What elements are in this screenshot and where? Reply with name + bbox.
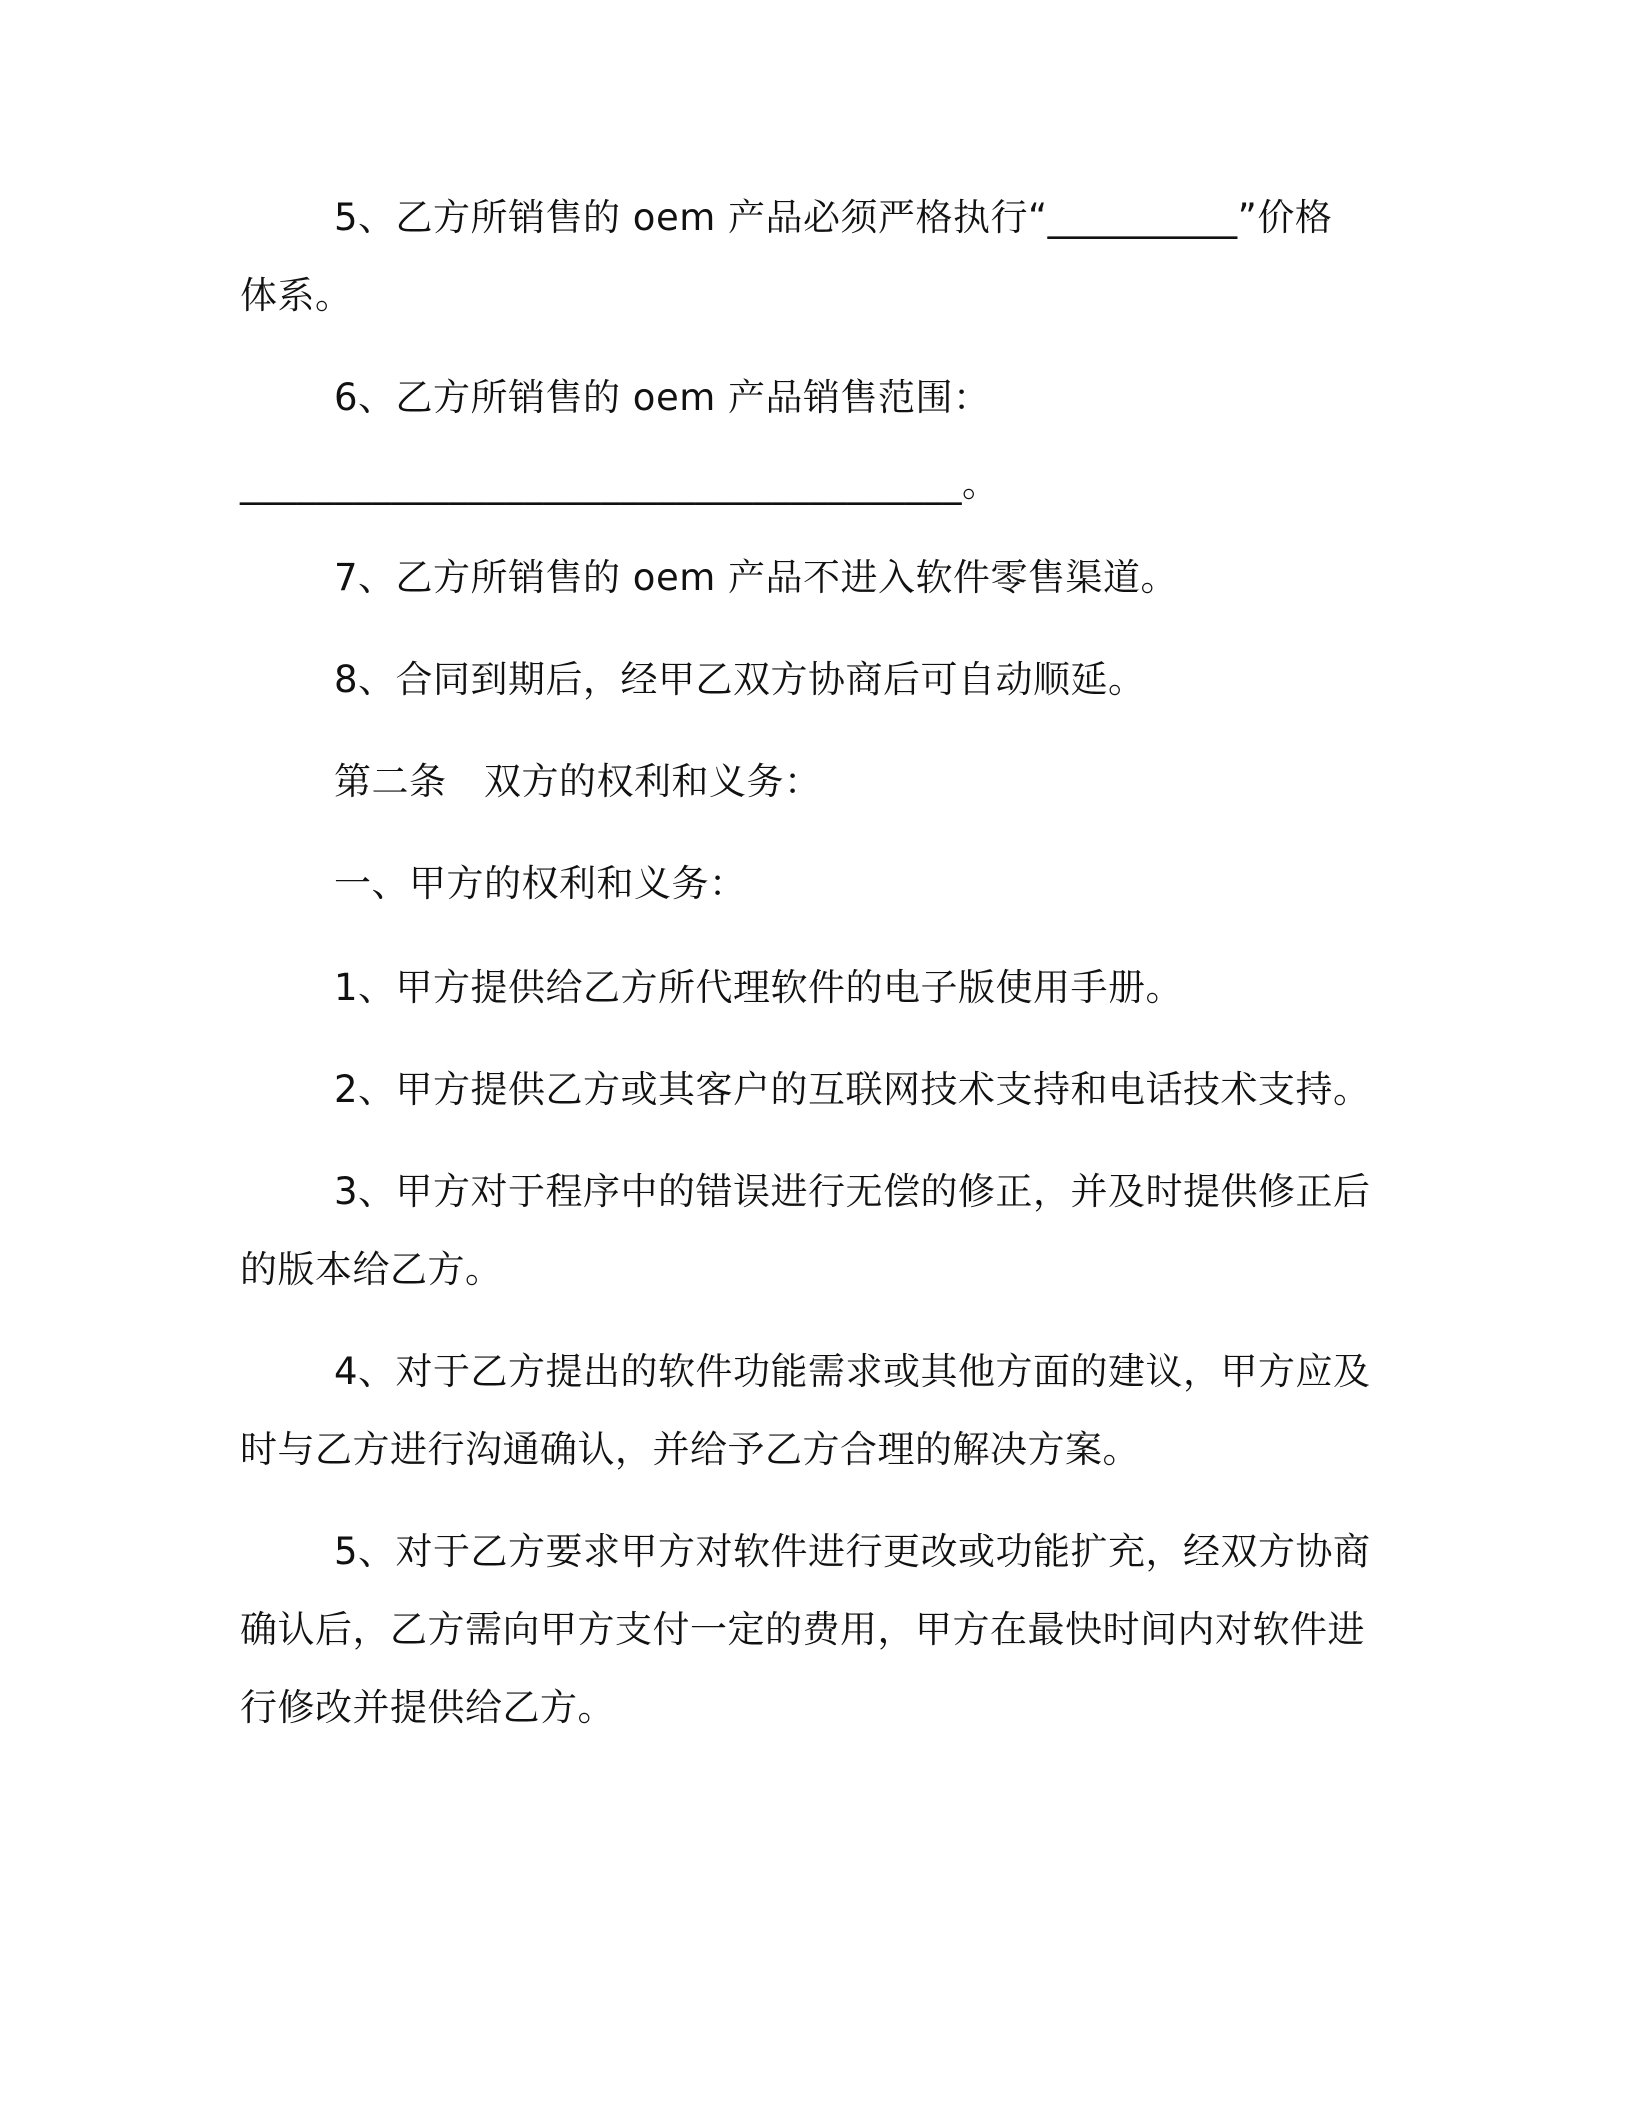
party-a-item-3-line-1: 3、甲方对于程序中的错误进行无偿的修正，并及时提供修正后 <box>334 1170 1371 1213</box>
party-a-item-1: 1、甲方提供给乙方所代理软件的电子版使用手册。 <box>334 966 1184 1009</box>
party-a-item-5-line-2: 确认后，乙方需向甲方支付一定的费用，甲方在最快时间内对软件进 <box>240 1608 1365 1651</box>
section-party-a-heading: 一、甲方的权利和义务： <box>334 862 747 905</box>
party-a-item-5-line-1: 5、对于乙方要求甲方对软件进行更改或功能扩充，经双方协商 <box>334 1530 1371 1573</box>
clause-8-renewal: 8、合同到期后，经甲乙双方协商后可自动顺延。 <box>334 658 1146 701</box>
party-a-item-2: 2、甲方提供乙方或其客户的互联网技术支持和电话技术支持。 <box>334 1068 1371 1111</box>
party-a-item-4-line-1: 4、对于乙方提出的软件功能需求或其他方面的建议，甲方应及 <box>334 1350 1371 1393</box>
clause-6-scope-line-1: 6、乙方所销售的 oem 产品销售范围： <box>334 376 991 419</box>
party-a-item-3-line-2: 的版本给乙方。 <box>240 1248 503 1291</box>
party-a-item-4-line-2: 时与乙方进行沟通确认，并给予乙方合理的解决方案。 <box>240 1428 1140 1471</box>
party-a-item-5-line-3: 行修改并提供给乙方。 <box>240 1686 615 1729</box>
clause-6-scope-line-2: ______________________________________。 <box>240 462 1000 505</box>
clause-5-price-line-2: 体系。 <box>240 274 353 317</box>
clause-7-retail: 7、乙方所销售的 oem 产品不进入软件零售渠道。 <box>334 556 1179 599</box>
article-2-heading: 第二条 双方的权利和义务： <box>334 760 822 803</box>
clause-5-price-line-1: 5、乙方所销售的 oem 产品必须严格执行“__________”价格 <box>334 196 1333 239</box>
